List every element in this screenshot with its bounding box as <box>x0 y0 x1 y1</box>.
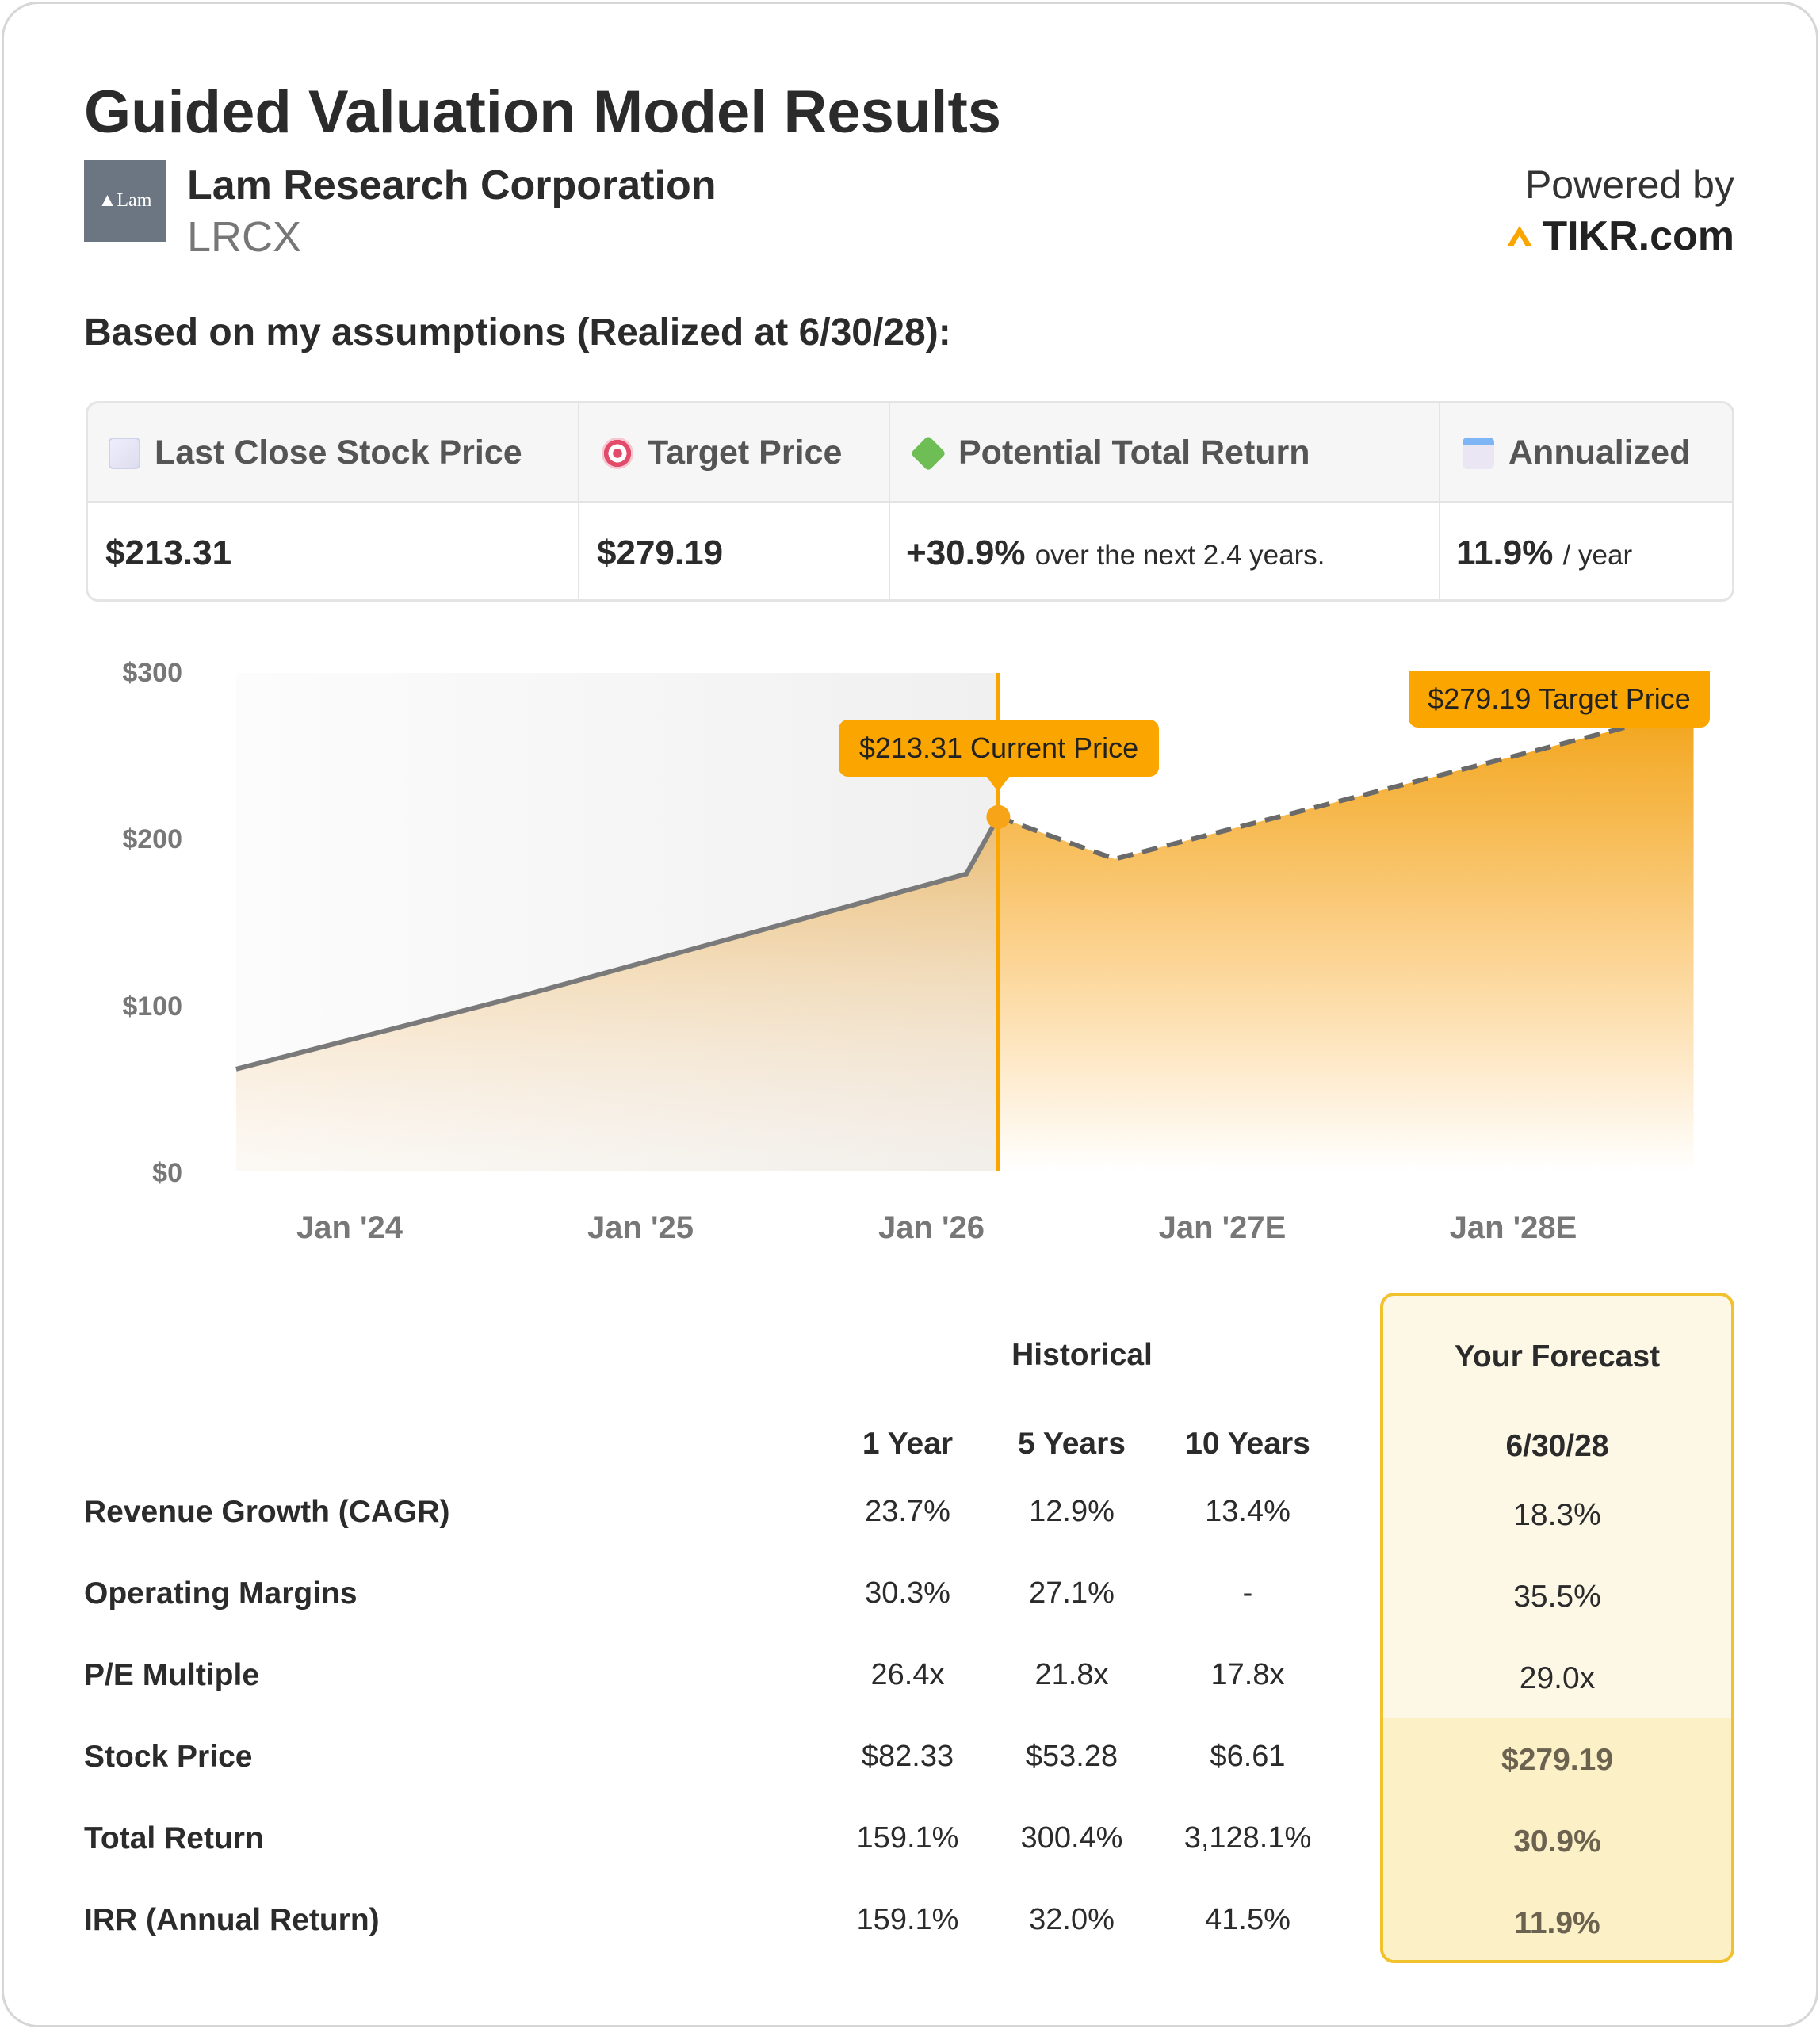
company-logo: ▲Lam <box>84 160 166 242</box>
x-tick-jan28e: Jan '28E <box>1449 1210 1577 1245</box>
x-tick-jan26: Jan '26 <box>878 1210 985 1245</box>
current-price-callout: $213.31 Current Price <box>839 720 1159 777</box>
row-label: P/E Multiple <box>84 1658 260 1692</box>
forecast-cell: 29.0x <box>1519 1661 1596 1695</box>
table-cell: 23.7% <box>865 1495 950 1528</box>
table-cell: $53.28 <box>1025 1740 1118 1773</box>
y-tick-100: $100 <box>122 992 182 1022</box>
forecast-cell: $279.19 <box>1501 1743 1613 1777</box>
table-cell: 12.9% <box>1029 1495 1115 1528</box>
table-cell: $82.33 <box>861 1740 954 1773</box>
page-title: Guided Valuation Model Results <box>84 78 1002 146</box>
metric-header-target: Target Price <box>602 434 842 472</box>
table-cell: 30.3% <box>865 1576 950 1610</box>
current-price-point <box>986 805 1010 829</box>
forecast-header: Your Forecast <box>1454 1339 1661 1374</box>
metric-value-last-close: $213.31 <box>105 533 232 572</box>
forecast-cell: 18.3% <box>1513 1498 1601 1532</box>
table-cell: 159.1% <box>856 1821 959 1855</box>
forecast-column <box>1380 1293 1734 1963</box>
table-cell: 159.1% <box>856 1903 959 1936</box>
forecast-date: 6/30/28 <box>1505 1429 1609 1463</box>
row-label: Revenue Growth (CAGR) <box>84 1495 450 1529</box>
row-label: Total Return <box>84 1821 264 1855</box>
company-ticker: LRCX <box>187 213 302 261</box>
row-label: Stock Price <box>84 1740 253 1774</box>
y-tick-0: $0 <box>152 1158 182 1188</box>
callout-pointer <box>986 776 1010 792</box>
table-cell: 3,128.1% <box>1183 1821 1312 1855</box>
col-1-year: 1 Year <box>862 1427 954 1461</box>
table-cell: 21.8x <box>1034 1658 1109 1691</box>
forecast-area <box>998 708 1693 1171</box>
table-cell: 300.4% <box>1020 1821 1123 1855</box>
forecast-cell: 35.5% <box>1513 1580 1601 1614</box>
table-cell: 13.4% <box>1205 1495 1290 1528</box>
metric-header-annualized: Annualized <box>1462 434 1690 472</box>
metric-value-target: $279.19 <box>597 533 724 572</box>
x-tick-jan27e: Jan '27E <box>1158 1210 1287 1245</box>
x-tick-jan24: Jan '24 <box>296 1210 403 1245</box>
table-cell: 32.0% <box>1029 1903 1115 1936</box>
forecast-cell: 11.9% <box>1514 1906 1600 1940</box>
row-label: IRR (Annual Return) <box>84 1903 380 1937</box>
tikr-brand-text: TIKR.com <box>1542 213 1734 259</box>
metric-value-annualized: 11.9% / year <box>1456 533 1633 572</box>
metric-header-last-close: Last Close Stock Price <box>109 434 522 472</box>
table-cell: $6.61 <box>1210 1740 1286 1773</box>
powered-by-label: Powered by <box>1524 162 1734 207</box>
company-name: Lam Research Corporation <box>187 162 717 208</box>
assumptions-heading: Based on my assumptions (Realized at 6/30/28): <box>84 311 951 353</box>
table-cell: - <box>1242 1576 1253 1610</box>
table-cell: 26.4x <box>870 1658 945 1691</box>
metric-value-return: +30.9% over the next 2.4 years. <box>906 533 1325 572</box>
forecast-cell: 30.9% <box>1513 1825 1601 1859</box>
historical-header: Historical <box>1011 1338 1153 1372</box>
y-tick-300: $300 <box>122 658 182 688</box>
table-cell: 27.1% <box>1029 1576 1115 1610</box>
col-10-years: 10 Years <box>1185 1427 1310 1461</box>
col-5-years: 5 Years <box>1018 1427 1126 1461</box>
y-tick-200: $200 <box>122 824 182 854</box>
row-label: Operating Margins <box>84 1576 358 1611</box>
x-tick-jan25: Jan '25 <box>587 1210 694 1245</box>
metric-header-return: Potential Total Return <box>912 434 1310 472</box>
table-cell: 41.5% <box>1205 1903 1290 1936</box>
table-cell: 17.8x <box>1210 1658 1285 1691</box>
target-price-callout: $279.19 Target Price <box>1409 671 1710 728</box>
